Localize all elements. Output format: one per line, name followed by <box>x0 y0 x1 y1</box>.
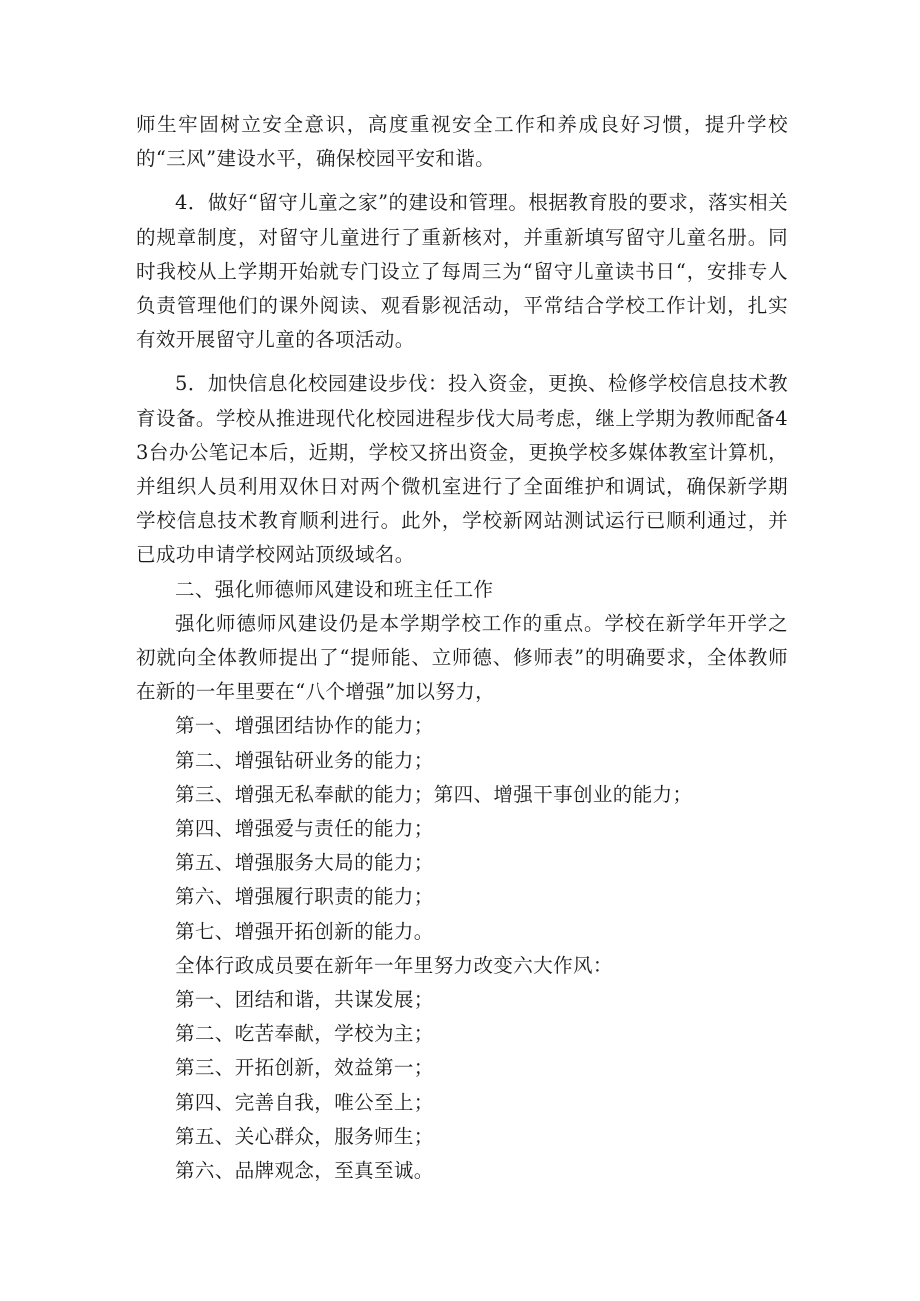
list-item: 第六、品牌观念，至真至诚。 <box>175 1159 434 1183</box>
section-intro-paragraph: 强化师德师风建设仍是本学期学校工作的重点。学校在新学年开学之初就向全体教师提出了“提师能、立师德、修师表”的明确要求，全体教师在新的一年里要在“八个增强”加以努力， <box>136 611 788 704</box>
list-item: 第二、增强钻研业务的能力； <box>175 748 434 772</box>
list-item: 第四、完善自我，唯公至上； <box>175 1090 434 1114</box>
paragraph-information-campus: 5．加快信息化校园建设步伐：投入资金，更换、检修学校信息技术教育设备。学校从推进现代化校园进程步伐大局考虑，继上学期为教师配备43台办公笔记本后，近期，学校又挤出资金，更换学校多媒体教室计算机，并组织人员利用双休日对两个微机室进行了全面维护和调试，确保新学期学校信息技术教育顺利进行。此外，学校新网站测试运行已顺利通过，并已成功申请学校网站顶级域名。 <box>136 372 788 567</box>
list-item: 第二、吃苦奉献，学校为主； <box>175 1022 434 1046</box>
list-item: 第六、增强履行职责的能力； <box>175 885 434 909</box>
list-item: 第三、增强无私奉献的能力；第四、增强干事创业的能力； <box>175 782 693 806</box>
list-item: 第五、关心群众，服务师生； <box>175 1124 434 1148</box>
list-item: 第一、团结和谐，共谋发展； <box>175 988 434 1012</box>
list-item: 第七、增强开拓创新的能力。 <box>175 919 434 943</box>
paragraph-safety-continuation: 师生牢固树立安全意识，高度重视安全工作和养成良好习惯，提升学校的“三风”建设水平，确保校园平安和谐。 <box>136 113 788 171</box>
list-item: 第四、增强爱与责任的能力； <box>175 817 434 841</box>
paragraph-gap <box>136 176 788 186</box>
section-heading: 二、强化师德师风建设和班主任工作 <box>175 577 494 601</box>
paragraph-left-behind-children: 4．做好“留守儿童之家”的建设和管理。根据教育股的要求，落实相关的规章制度，对留守儿童进行了重新核对，并重新填写留守儿童名册。同时我校从上学期开始就专门设立了每周三为“留守儿童读书日“，安排专人负责管理他们的课外阅读、观看影视活动，平常结合学校工作计划，扎实有效开展留守儿童的各项活动。 <box>136 191 788 352</box>
admin-intro: 全体行政成员要在新年一年里努力改变六大作风： <box>175 953 613 977</box>
list-item: 第一、增强团结协作的能力； <box>175 714 434 738</box>
list-item: 第五、增强服务大局的能力； <box>175 851 434 875</box>
document-body <box>136 108 788 1188</box>
paragraph-gap <box>136 357 788 367</box>
list-item: 第三、开拓创新，效益第一； <box>175 1056 434 1080</box>
